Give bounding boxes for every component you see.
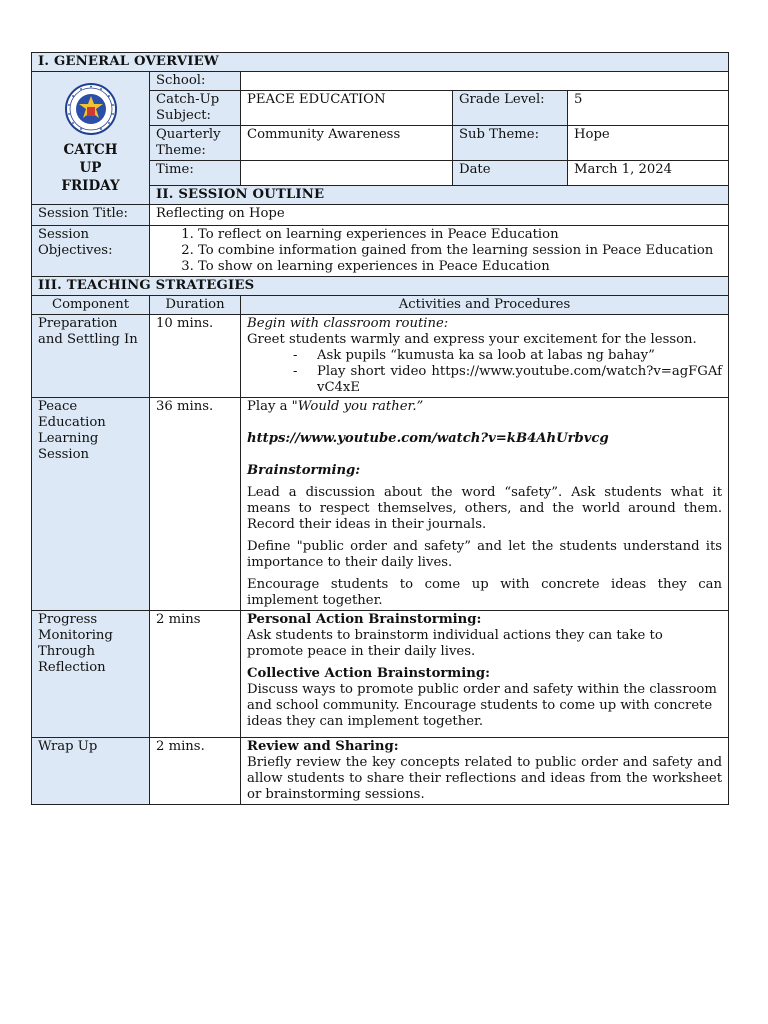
table-row: [32, 398, 729, 611]
school-label: School:: [150, 72, 241, 91]
duration-cell: 2 mins.: [150, 738, 241, 805]
catch-up-friday-label: CATCH UP FRIDAY: [61, 142, 120, 194]
duration-cell: 10 mins.: [150, 315, 241, 398]
session-objectives: [150, 226, 729, 277]
lesson-plan-document: [31, 52, 728, 805]
activities-cell: [241, 315, 729, 398]
activity-greet: Greet students warmly and express your excitement for the lesson.: [247, 332, 697, 347]
activities-cell: [241, 738, 729, 805]
logo-cell: [32, 72, 150, 205]
component-cell: Preparation and Settling In: [32, 315, 150, 398]
date-label: Date: [453, 161, 568, 186]
activities-cell: [241, 398, 729, 611]
activity-paragraph: Ask students to brainstorm individual actions they can take to promote peace in their daily lives.: [247, 628, 663, 659]
grade-level-label: Grade Level:: [453, 91, 568, 126]
personal-action-heading: Personal Action Brainstorming:: [247, 612, 482, 627]
objectives-list: [156, 227, 722, 275]
duration-cell: 36 mins.: [150, 398, 241, 611]
table-row: [32, 611, 729, 738]
activity-paragraph: Discuss ways to promote public order and safety within the classroom and school community. Encourage students to come up with concrete ideas they can implement together.: [247, 682, 717, 729]
sub-theme-value: Hope: [568, 126, 729, 161]
list-item: - Ask pupils “kumusta ka sa loob at labas ng bahay”: [293, 348, 722, 364]
component-cell: Progress Monitoring Through Reflection: [32, 611, 150, 738]
activity-intro: Begin with classroom routine:: [247, 316, 449, 331]
time-label: Time:: [150, 161, 241, 186]
video-link[interactable]: https://www.youtube.com/watch?v=kB4AhUrbvcg: [247, 431, 609, 446]
activity-paragraph: Encourage students to come up with concrete ideas they can implement together.: [247, 577, 723, 608]
column-header-duration: Duration: [150, 296, 241, 315]
table-row: [32, 738, 729, 805]
duration-cell: 2 mins: [150, 611, 241, 738]
session-objectives-label: Session Objectives:: [32, 226, 150, 277]
school-value: [241, 72, 729, 91]
table-row: [32, 315, 729, 398]
quarterly-theme-value: Community Awareness: [241, 126, 453, 161]
column-header-activities: Activities and Procedures: [241, 296, 729, 315]
deped-seal-icon: [65, 83, 117, 135]
activity-paragraph: Define "public order and safety” and let the students understand its importance to their daily lives.: [247, 539, 723, 570]
subject-value: PEACE EDUCATION: [241, 91, 453, 126]
list-item: - Play short video https://www.youtube.com/watch?v=agFGAfvC4xE: [293, 364, 722, 396]
section-header-outline: II. SESSION OUTLINE: [150, 186, 729, 205]
activity-paragraph: Lead a discussion about the word “safety”. Ask students what it means to respect themselves, others, and the world around them. Record their ideas in their journals.: [247, 485, 723, 532]
play-prefix: Play a: [247, 399, 292, 414]
date-value: March 1, 2024: [568, 161, 729, 186]
session-title-value: Reflecting on Hope: [150, 205, 729, 226]
objective-item: 1. To reflect on learning experiences in Peace Education: [198, 227, 722, 243]
review-heading: Review and Sharing:: [247, 739, 399, 754]
session-title-label: Session Title:: [32, 205, 150, 226]
section-header-strategies: III. TEACHING STRATEGIES: [32, 277, 729, 296]
objective-item: 2. To combine information gained from the learning session in Peace Education: [198, 243, 722, 259]
grade-level-value: 5: [568, 91, 729, 126]
section-header-overview: I. GENERAL OVERVIEW: [32, 53, 729, 72]
lesson-plan-table: [31, 52, 729, 805]
collective-action-heading: Collective Action Brainstorming:: [247, 666, 490, 681]
column-header-component: Component: [32, 296, 150, 315]
brainstorming-heading: Brainstorming:: [247, 463, 361, 478]
subject-label: Catch-Up Subject:: [150, 91, 241, 126]
objective-item: 3. To show on learning experiences in Peace Education: [198, 259, 722, 275]
component-cell: Peace Education Learning Session: [32, 398, 150, 611]
activities-cell: [241, 611, 729, 738]
time-value: [241, 161, 453, 186]
play-title: "Would you rather.”: [291, 399, 424, 414]
component-cell: Wrap Up: [32, 738, 150, 805]
activity-bullets: [247, 348, 722, 396]
quarterly-theme-label: Quarterly Theme:: [150, 126, 241, 161]
activity-paragraph: Briefly review the key concepts related to public order and safety and allow students to share their reflections and ideas from the worksheet or brainstorming sessions.: [247, 755, 723, 802]
sub-theme-label: Sub Theme:: [453, 126, 568, 161]
